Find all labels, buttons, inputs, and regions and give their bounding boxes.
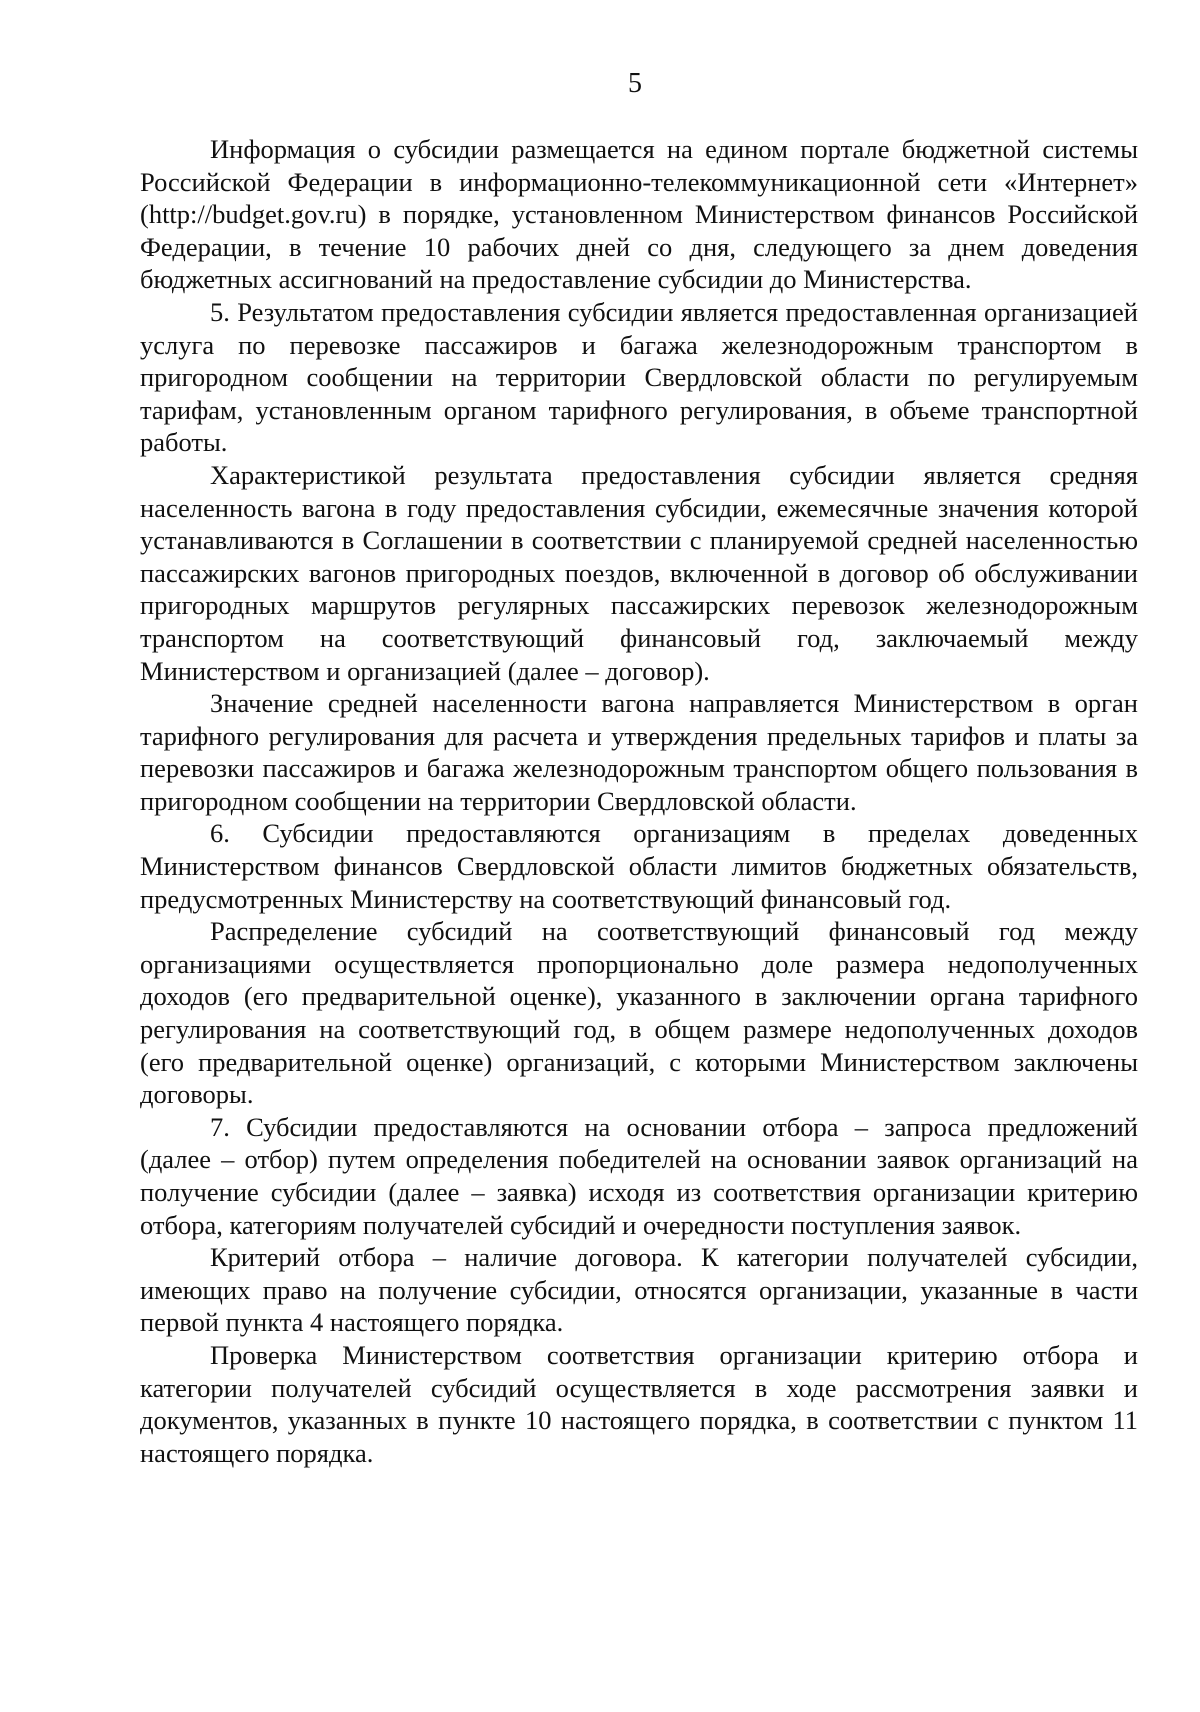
paragraph-verification: Проверка Министерством соответствия организации критерию отбора и категории получателей субсидий осуществляется в ходе рассмотрения заявки и документов, указанных в пункте 10 настоящего порядка, в соответствии с пунктом 11 настоящего порядка.: [140, 1339, 1138, 1468]
paragraph-distribution: Распределение субсидий на соответствующий финансовый год между организациями осуществляется пропорционально доле размера недополученных доходов (его предварительной оценке), указанного в заключении органа тарифного регулирования на соответствующий год, в общем размере недополученных доходов (его предварительной оценке) организаций, с которыми Министерством заключены договоры.: [140, 916, 1138, 1110]
paragraph-item-5: 5. Результатом предоставления субсидии является предоставленная организацией услуга по перевозке пассажиров и багажа железнодорожным транспортом в пригородном сообщении на территории Свердловской области по регулируемым тарифам, установленным органом тарифного регулирования, в объеме транспортной работы.: [140, 296, 1138, 458]
document-body: [140, 133, 1138, 1469]
paragraph-info-portal: Информация о субсидии размещается на едином портале бюджетной системы Российской Федерации в информационно-телекоммуникационной сети «Интернет» (http://budget.gov.ru) в порядке, установленном Министерством финансов Российской Федерации, в течение 10 рабочих дней со дня, следующего за днем доведения бюджетных ассигнований на предоставление субсидии до Министерства.: [140, 134, 1138, 295]
paragraph-occupancy-value: Значение средней населенности вагона направляется Министерством в орган тарифного регулирования для расчета и утверждения предельных тарифов и платы за перевозки пассажиров и багажа железнодорожным транспортом общего пользования в пригородном сообщении на территории Свердловской области.: [140, 688, 1138, 816]
paragraph-item-7: 7. Субсидии предоставляются на основании отбора – запроса предложений (далее – отбор) путем определения победителей на основании заявок организаций на получение субсидии (далее – заявка) исходя из соответствия организации критерию отбора, категориям получателей субсидий и очередности поступления заявок.: [140, 1111, 1138, 1240]
paragraph-selection-criterion: Критерий отбора – наличие договора. К категории получателей субсидии, имеющих право на получение субсидии, относятся организации, указанные в части первой пункта 4 настоящего порядка.: [140, 1242, 1138, 1338]
paragraph-item-6: 6. Субсидии предоставляются организациям в пределах доведенных Министерством финансов Свердловской области лимитов бюджетных обязательств, предусмотренных Министерству на соответствующий финансовый год.: [140, 818, 1138, 914]
paragraph-result-characteristic: Характеристикой результата предоставления субсидии является средняя населенность вагона в году предоставления субсидии, ежемесячные значения которой устанавливаются в Соглашении в соответствии с планируемой средней населенностью пассажирских вагонов пригородных поездов, включенной в договор об обслуживании пригородных маршрутов регулярных пассажирских перевозок железнодорожным транспортом на соответствующий финансовый год, заключаемый между Министерством и организацией (далее – договор).: [140, 459, 1138, 686]
page-number: 5: [628, 68, 642, 99]
